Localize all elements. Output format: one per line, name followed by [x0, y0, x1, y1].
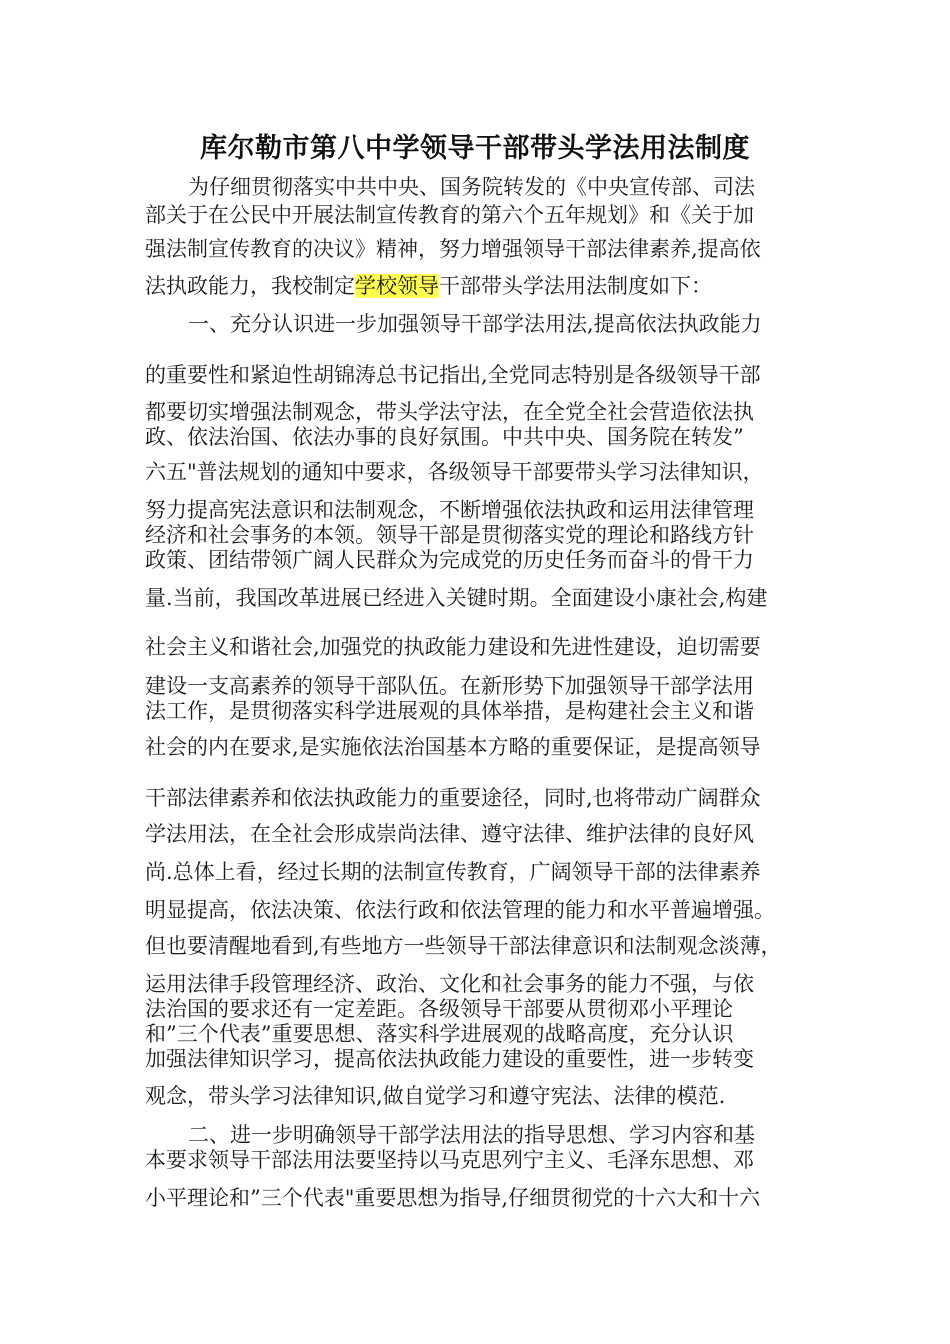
text-line: 量.当前，我国改革进展已经进入关键时期。全面建设小康社会,构建 [145, 586, 768, 610]
text-line: 都要切实增强法制观念，带头学法守法，在全党全社会营造依法执 [145, 400, 754, 424]
text-line: 本要求领导干部法用法要坚持以马克思列宁主义、毛泽东思想、邓 [145, 1148, 754, 1172]
text-line: 六五"普法规划的通知中要求，各级领导干部要带头学习法律知识， [145, 460, 764, 484]
text-line: 部关于在公民中开展法制宣传教育的第六个五年规划》和《关于加 [145, 203, 754, 227]
text-line: 小平理论和”三个代表"重要思想为指导,仔细贯彻党的十六大和十六 [145, 1186, 761, 1210]
text-line: 建设一支高素养的领导干部队伍。在新形势下加强领导干部学法用 [145, 674, 754, 698]
section-heading-line: 二、进一步明确领导干部学法用法的指导思想、学习内容和基 [188, 1123, 755, 1147]
text-line: 经济和社会事务的本领。领导干部是贯彻落实党的理论和路线方针 [145, 523, 754, 547]
text-line: 政策、团结带领广阔人民群众为完成党的历史任务而奋斗的骨干力 [145, 548, 754, 572]
text-line: 尚.总体上看，经过长期的法制宣传教育，广阔领导干部的法律素养 [145, 860, 761, 884]
text-line: 明显提高，依法决策、依法行政和依法管理的能力和水平普遍增强。 [145, 898, 775, 922]
text-line-with-highlight [145, 272, 825, 300]
text-line: 加强法律知识学习，提高依法执政能力建设的重要性，进一步转变 [145, 1047, 754, 1071]
text-line: 政、依法治国、依法办事的良好氛围。中共中央、国务院在转发” [145, 425, 744, 449]
text-line: 干部法律素养和依法执政能力的重要途径，同时,也将带动广阔群众 [145, 786, 761, 810]
text-line: 法工作，是贯彻落实科学进展观的具体举措，是构建社会主义和谐 [145, 699, 754, 723]
text-line: 努力提高宪法意识和法制观念，不断增强依法执政和运用法律管理 [145, 498, 754, 522]
text-line: 学法用法，在全社会形成崇尚法律、遵守法律、维护法律的良好风 [145, 822, 754, 846]
text-line: 观念，带头学习法律知识,做自觉学习和遵守宪法、法律的模范. [145, 1084, 726, 1108]
text-line: 社会的内在要求,是实施依法治国基本方略的重要保证，是提高领导 [145, 735, 761, 759]
text-line: 运用法律手段管理经济、政治、文化和社会事务的能力不强，与依 [145, 972, 754, 996]
highlighted-text: 学校领导 [355, 274, 439, 298]
document-title: 库尔勒市第八中学领导干部带头学法用法制度 [200, 133, 750, 164]
text-line: 法治国的要求还有一定差距。各级领导干部要从贯彻邓小平理论 [145, 997, 733, 1021]
text-line: 和”三个代表”重要思想、落实科学进展观的战略高度，充分认识 [145, 1022, 734, 1046]
text-line: 但也要清醒地看到,有些地方一些领导干部法律意识和法制观念淡薄， [145, 934, 782, 958]
section-heading-line: 一、充分认识进一步加强领导干部学法用法,提高依法执政能力 [188, 312, 762, 336]
text-line: 的重要性和紧迫性胡锦涛总书记指出,全党同志特别是各级领导干部 [145, 363, 761, 387]
text-segment: 法执政能力，我校制定 [145, 274, 355, 298]
text-line: 强法制宣传教育的决议》精神，努力增强领导干部法律素养,提高依 [145, 237, 761, 261]
text-line: 为仔细贯彻落实中共中央、国务院转发的《中央宣传部、司法 [188, 175, 755, 199]
text-line: 社会主义和谐社会,加强党的执政能力建设和先进性建设，迫切需要 [145, 635, 761, 659]
text-segment: 干部带头学法用法制度如下： [439, 274, 712, 298]
